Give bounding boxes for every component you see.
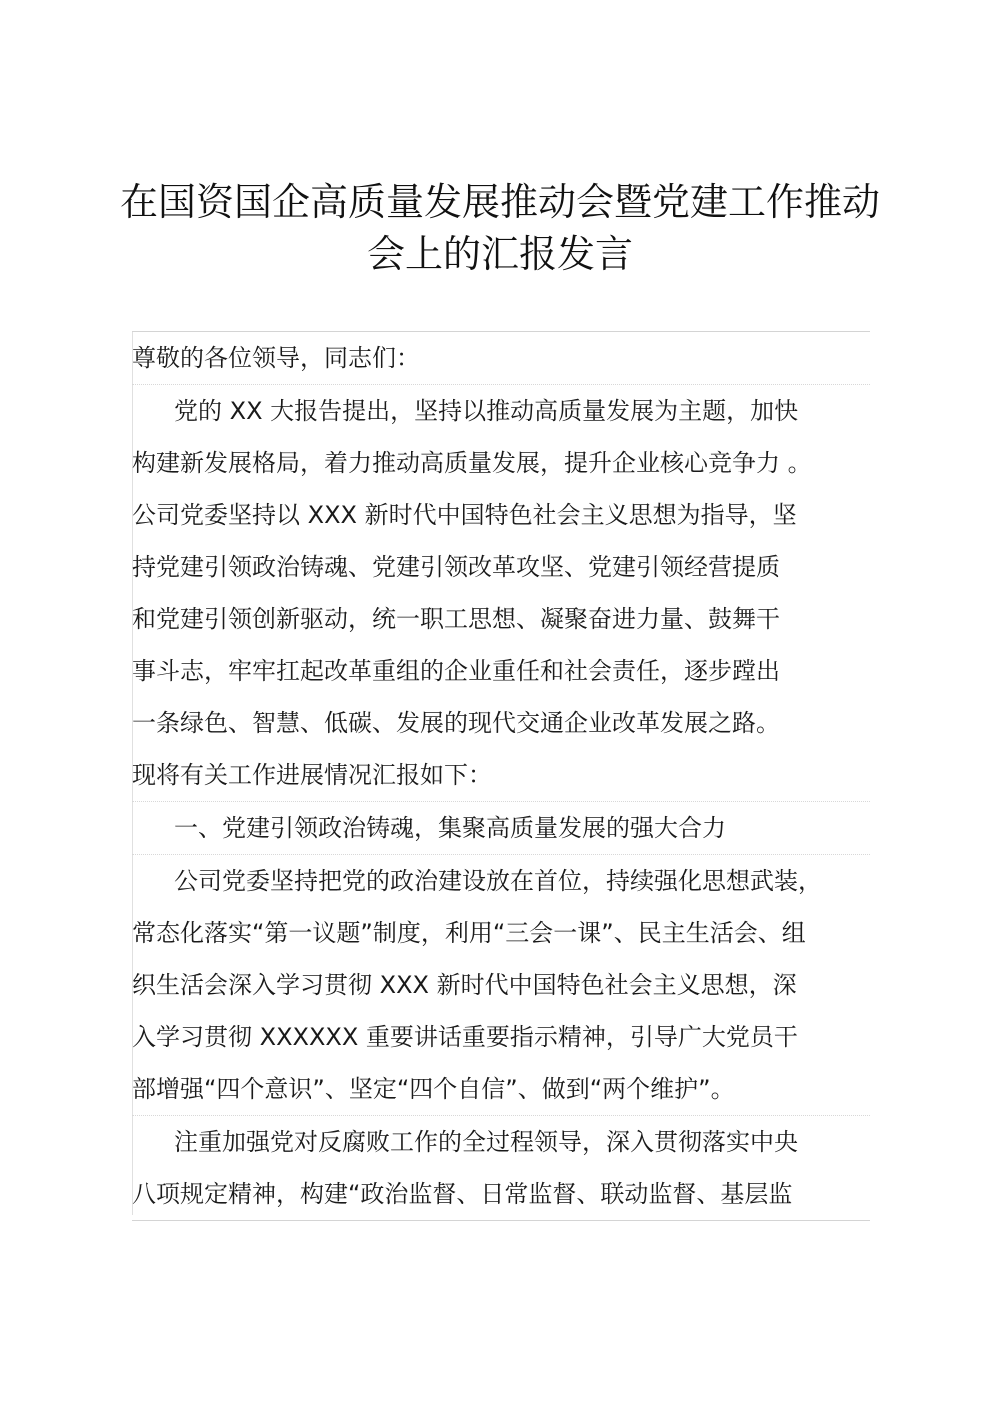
- paragraph-line: 和党建引领创新驱动，统一职工思想、凝聚奋进力量、鼓舞干: [132, 605, 780, 633]
- paragraph-political: [132, 855, 868, 1115]
- paragraph-line: 现将有关工作进展情况汇报如下：: [132, 761, 492, 789]
- paragraph-line: 常态化落实“第一议题”制度，利用“三会一课”、民主生活会、组: [132, 919, 806, 947]
- title-line-2: 会上的汇报发言: [366, 232, 633, 276]
- paragraph-anticorruption: [132, 1116, 868, 1220]
- paragraph-line: 入学习贯彻 XXXXXX 重要讲话重要指示精神，引导广大党员干: [132, 1023, 798, 1051]
- paragraph-line: 织生活会深入学习贯彻 XXX 新时代中国特色社会主义思想，深: [132, 971, 797, 999]
- paragraph-line: 构建新发展格局，着力推动高质量发展，提升企业核心竞争力 。: [132, 449, 812, 477]
- paragraph-line: 党的 XX 大报告提出，坚持以推动高质量发展为主题，加快: [174, 397, 799, 425]
- greeting: 尊敬的各位领导，同志们：: [132, 344, 420, 372]
- paragraph-line: 一条绿色、智慧、低碳、发展的现代交通企业改革发展之路。: [132, 709, 780, 737]
- paragraph-intro: [132, 385, 868, 801]
- paragraph-line: 八项规定精神，构建“政治监督、日常监督、联动监督、基层监: [132, 1180, 793, 1208]
- document-body: [132, 331, 868, 1221]
- paragraph-line: 公司党委坚持把党的政治建设放在首位，持续强化思想武装，: [174, 867, 822, 895]
- paragraph-line: 持党建引领政治铸魂、党建引领改革攻坚、党建引领经营提质: [132, 553, 780, 581]
- title-line-1: 在国资国企高质量发展推动会暨党建工作推动: [119, 180, 880, 224]
- paragraph-line: 部增强“四个意识”、坚定“四个自信”、做到“两个维护”。: [132, 1075, 735, 1103]
- paragraph-line: 公司党委坚持以 XXX 新时代中国特色社会主义思想为指导，坚: [132, 501, 797, 529]
- document-title: [60, 176, 940, 280]
- paragraph-line: 注重加强党对反腐败工作的全过程领导，深入贯彻落实中央: [174, 1128, 798, 1156]
- section-heading: 一、党建引领政治铸魂，集聚高质量发展的强大合力: [174, 814, 726, 842]
- paragraph-line: 事斗志，牢牢扛起改革重组的企业重任和社会责任，逐步蹚出: [132, 657, 780, 685]
- bottom-divider: [132, 1220, 870, 1221]
